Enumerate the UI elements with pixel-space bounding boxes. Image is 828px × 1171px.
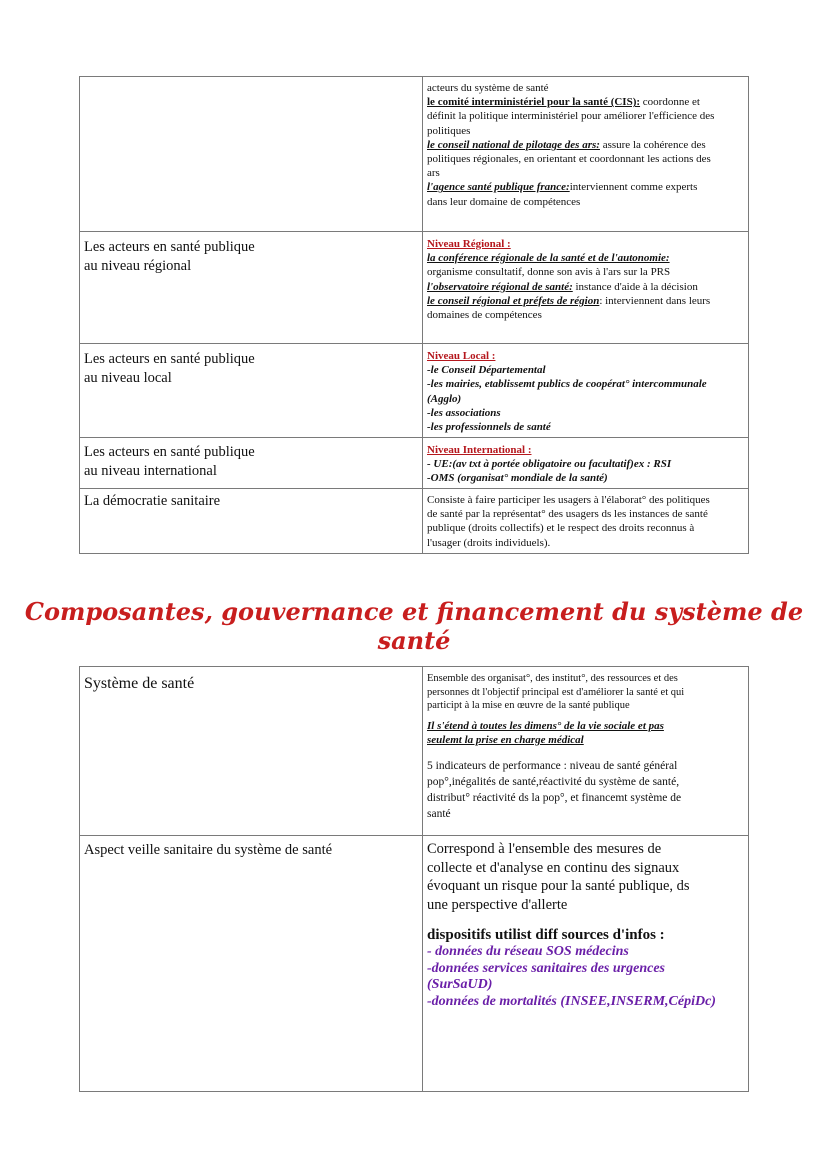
list-item: -OMS (organisat° mondiale de la santé) [427,472,608,485]
text-line: collecte et d'analyse en continu des signaux [427,859,680,876]
list-item: -les mairies, etablissemt publics de coopérat° intercommunale [427,378,707,391]
row-label-regional [80,232,423,344]
text-line [427,95,744,109]
list-item: - UE:(av txt à portée obligatoire ou facultatif)ex : RSI [427,458,672,471]
ors-text: instance d'aide à la décision [572,280,698,293]
actors-table [79,76,749,554]
text-line [427,138,744,152]
text-line: publique (droits collectifs) et le respect des droits reconnus à [427,522,695,535]
international-cell [423,438,749,489]
text-line: définit la politique interministériel pour améliorer l'efficience des [427,110,715,123]
scope-paragraph [427,719,744,747]
text-line: santé [427,808,451,821]
text-line: Il s'étend à toutes les dimens° de la vie sociale et pas [427,720,664,733]
table-row [80,667,749,836]
text-line [427,180,744,194]
text-line: acteurs du système de santé [427,82,549,94]
text-line: une perspective d'allerte [427,896,568,913]
ors-label: l'observatoire régional de santé: [427,280,573,293]
text-line: pop°,inégalités de santé,réactivité du système de santé, [427,776,680,789]
list-item: -données de mortalités (INSEE,INSERM,CépiDc) [427,993,716,1009]
row-label-empty [80,77,423,232]
veille-cell [423,836,749,1092]
text-line: dans leur domaine de compétences [427,195,581,208]
text-line: politiques régionales, en orientant et coordonnant les actions des [427,153,711,166]
text-line: distribut° réactivité ds la pop°, et financemt système de [427,792,682,805]
table-row [80,344,749,438]
cis-text: coordonne et [640,96,700,109]
list-item: (SurSaUD) [427,977,493,992]
international-heading: Niveau International : [427,444,532,456]
veille-definition [427,840,744,914]
text-line: Consiste à faire participer les usagers à l'élaborat° des politiques [427,494,710,506]
text-line: politiques [427,124,471,137]
section-title: Composantes, gouvernance et financement du système de santé [24,597,804,655]
label-line: Les acteurs en santé publique [84,351,255,367]
row-label-democratie: La démocratie sanitaire [80,489,423,554]
text-line: participt à la mise en œuvre de la santé publique [427,700,630,712]
text-line: de santé par la représentat° des usagers ds les instances de santé [427,508,708,521]
text-line: évoquant un risque pour la santé publique, ds [427,878,690,894]
text-line: ars [427,167,440,180]
text-line: domaines de compétences [427,309,542,322]
text-line [427,294,744,308]
text-line: la conférence régionale de la santé et de l'autonomie: [427,252,670,265]
list-item: (Agglo) [427,392,462,405]
table-row [80,836,749,1092]
crp-label: le conseil régional et préfets de région [427,294,600,307]
label-line: Les acteurs en santé publique [84,444,255,460]
list-item: -les professionnels de santé [427,421,551,434]
label-line: au niveau international [84,463,217,479]
crp-text: : interviennent dans leurs [599,294,711,307]
list-item: -les associations [427,406,501,419]
table-row [80,77,749,232]
regional-cell [423,232,749,344]
definition-paragraph [427,672,744,713]
systeme-cell [423,667,749,836]
regional-heading: Niveau Régional : [427,238,511,250]
democratie-cell [423,489,749,554]
text-line: personnes dt l'objectif principal est d'améliorer la santé et qui [427,686,685,698]
row-label-systeme: Système de santé [80,667,423,836]
sources-heading: dispositifs utilist diff sources d'infos : [427,927,665,943]
list-item: -données services sanitaires des urgences [427,960,665,976]
list-item: - données du réseau SOS médecins [427,944,629,959]
cnp-label: le conseil national de pilotage des ars: [427,138,600,151]
national-actors-cell [423,77,749,232]
text-line: organisme consultatif, donne son avis à l'ars sur la PRS [427,266,671,279]
label-line: au niveau régional [84,258,192,274]
table-row [80,438,749,489]
row-label-local [80,344,423,438]
list-item: -le Conseil Départemental [427,364,546,377]
row-label-veille: Aspect veille sanitaire du système de santé [80,836,423,1092]
label-line: Les acteurs en santé publique [84,239,255,255]
table-row [80,232,749,344]
text-line: seulemt la prise en charge médical [427,734,584,747]
text-line: Ensemble des organisat°, des institut°, des ressources et des [427,673,678,684]
system-table [79,666,749,1092]
spf-text: interviennent comme experts [569,181,698,194]
text-line: 5 indicateurs de performance : niveau de santé général [427,760,678,773]
text-line: l'usager (droits individuels). [427,536,551,549]
local-heading: Niveau Local : [427,350,496,362]
label-line: au niveau local [84,370,172,386]
spf-label: l'agence santé publique france: [427,181,570,194]
cnp-text: assure la cohérence des [599,138,706,151]
local-cell [423,344,749,438]
cis-label: le comité interministériel pour la santé (CIS): [427,96,641,109]
text-line [427,280,744,294]
indicators-paragraph [427,758,744,822]
text-line: Correspond à l'ensemble des mesures de [427,841,662,857]
table-row [80,489,749,554]
row-label-international [80,438,423,489]
